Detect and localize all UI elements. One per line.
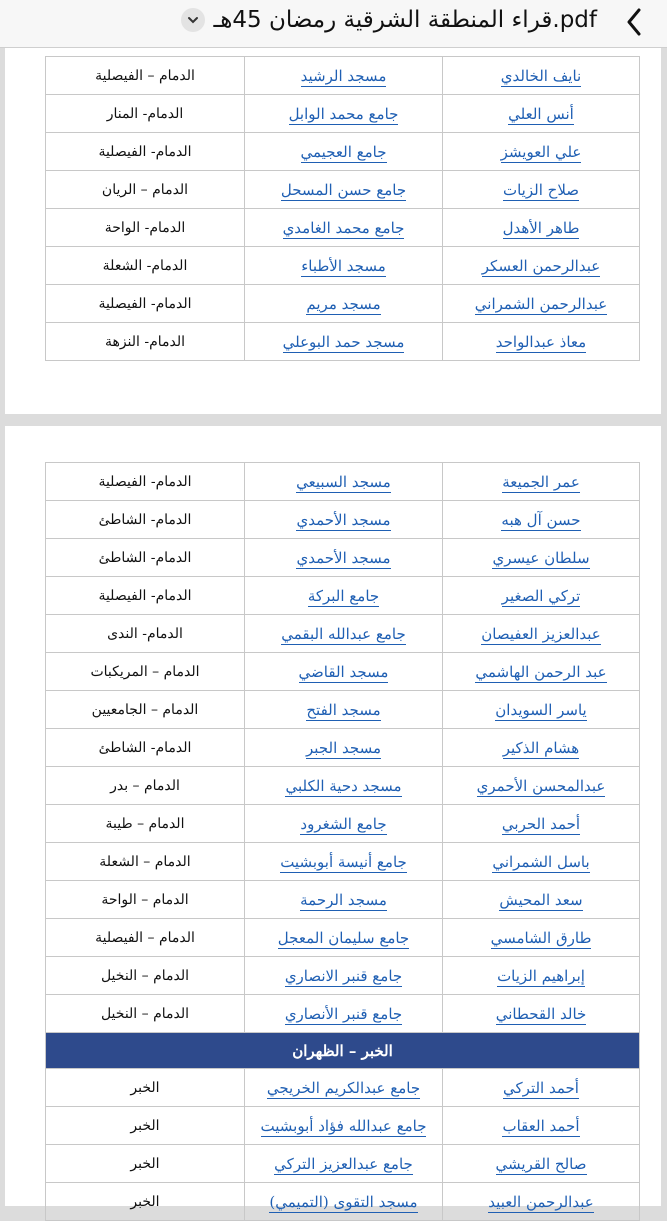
- area-name: [46, 919, 245, 957]
- table-row: [46, 919, 640, 957]
- pdf-page-2: [5, 426, 661, 1211]
- area-name-text: الدمام – بدر: [110, 777, 180, 794]
- area-name: [46, 1145, 245, 1183]
- area-name: [46, 691, 245, 729]
- table-row: [46, 1145, 640, 1183]
- reader-name: [443, 1107, 640, 1145]
- reader-name-text: عبد الرحمن الهاشمي: [475, 662, 607, 681]
- title-area[interactable]: [181, 0, 597, 40]
- reader-name: [443, 881, 640, 919]
- mosque-name-text: مسجد الرحمة: [300, 890, 387, 909]
- area-name-text: الدمام- الفيصلية: [98, 143, 192, 160]
- reader-name: [443, 323, 640, 361]
- mosque-name: [245, 881, 443, 919]
- reader-name-text: معاذ عبدالواحد: [495, 332, 587, 351]
- reader-name-text: تركي الصغير: [501, 586, 581, 605]
- mosque-name-text: جامع عبدالله فؤاد أبوبشيت: [260, 1116, 427, 1135]
- mosque-name-text: جامع عبدالكريم الخريجي: [266, 1078, 421, 1097]
- reader-name-text: أحمد الحربي: [501, 814, 581, 833]
- reader-name: [443, 919, 640, 957]
- table-row: [46, 463, 640, 501]
- area-name-text: الدمام- الشاطئ: [98, 549, 192, 566]
- area-name: [46, 1107, 245, 1145]
- table-row: [46, 539, 640, 577]
- mosque-name-text: جامع قنبر الانصاري: [284, 966, 403, 985]
- table-row: [46, 995, 640, 1033]
- mosque-name: [245, 1069, 443, 1107]
- area-name: [46, 843, 245, 881]
- reader-name: [443, 247, 640, 285]
- mosque-name: [245, 171, 443, 209]
- reader-name: [443, 995, 640, 1033]
- table-row: [46, 767, 640, 805]
- mosque-name-text: جامع العجيمي: [300, 142, 387, 161]
- mosque-name-text: جامع عبدالعزيز التركي: [274, 1154, 413, 1173]
- reader-name-text: عبدالرحمن الشمراني: [474, 294, 608, 313]
- mosque-name-text: مسجد الفتح: [306, 700, 381, 719]
- mosque-name: [245, 995, 443, 1033]
- reader-name-text: ياسر السويدان: [495, 700, 587, 719]
- reader-name: [443, 767, 640, 805]
- table-row: [46, 1069, 640, 1107]
- area-name-text: الخبر: [130, 1155, 160, 1172]
- reader-name: [443, 57, 640, 95]
- area-name-text: الدمام- الواحة: [104, 219, 186, 236]
- area-name: [46, 1069, 245, 1107]
- reader-name-text: نايف الخالدي: [500, 66, 582, 85]
- table-row: [46, 957, 640, 995]
- reader-name-text: عمر الجميعة: [502, 472, 580, 491]
- mosque-name: [245, 285, 443, 323]
- reader-name-text: عبدالرحمن العبيد: [488, 1192, 594, 1211]
- table-row: [46, 1107, 640, 1145]
- chevron-left-icon: [625, 7, 643, 41]
- mosque-name-text: جامع البركة: [307, 586, 380, 605]
- mosque-name: [245, 843, 443, 881]
- table-row: [46, 881, 640, 919]
- table-row: [46, 285, 640, 323]
- reader-name: [443, 615, 640, 653]
- table-row: [46, 1183, 640, 1221]
- mosque-name-text: مسجد الأحمدي: [296, 548, 391, 567]
- mosque-name-text: مسجد حمد البوعلي: [282, 332, 405, 351]
- area-name-text: الدمام- الشاطئ: [98, 511, 192, 528]
- mosque-name: [245, 653, 443, 691]
- mosque-name-text: جامع محمد الغامدي: [282, 218, 405, 237]
- mosque-name: [245, 539, 443, 577]
- mosque-name-text: مسجد دحية الكلبي: [285, 776, 402, 795]
- mosque-name: [245, 577, 443, 615]
- reader-name-text: إبراهيم الزيات: [497, 966, 585, 985]
- table-row: [46, 209, 640, 247]
- area-name-text: الدمام – المريكبات: [90, 663, 200, 680]
- table-row: [46, 843, 640, 881]
- table-row: [46, 323, 640, 361]
- area-name-text: الدمام- الفيصلية: [98, 587, 192, 604]
- table-row: [46, 247, 640, 285]
- pdf-page-1: [5, 48, 661, 414]
- area-name-text: الدمام – الجامعيين: [91, 701, 199, 718]
- reader-name-text: سعد المحيش: [499, 890, 583, 909]
- reader-name: [443, 209, 640, 247]
- reader-name: [443, 1183, 640, 1221]
- area-name-text: الدمام – النخيل: [100, 967, 190, 984]
- mosque-name: [245, 247, 443, 285]
- reader-name: [443, 539, 640, 577]
- area-name-text: الدمام- الفيصلية: [98, 295, 192, 312]
- area-name-text: الخبر: [130, 1117, 160, 1134]
- reader-name: [443, 729, 640, 767]
- area-name: [46, 653, 245, 691]
- area-name: [46, 729, 245, 767]
- reader-name: [443, 805, 640, 843]
- mosque-name-text: جامع محمد الوابل: [288, 104, 399, 123]
- mosque-name: [245, 133, 443, 171]
- area-name-text: الدمام- الفيصلية: [98, 473, 192, 490]
- reader-name: [443, 1069, 640, 1107]
- area-name: [46, 133, 245, 171]
- reader-name-text: خالد القحطاني: [495, 1004, 587, 1023]
- table-row: [46, 577, 640, 615]
- area-name: [46, 95, 245, 133]
- mosque-name: [245, 729, 443, 767]
- reader-name-text: صلاح الزيات: [502, 180, 580, 199]
- mosque-name-text: مسجد الأطباء: [301, 256, 386, 275]
- document-title: قراء المنطقة الشرقية رمضان 45هـ.pdf: [213, 7, 597, 33]
- reader-name-text: سلطان عيسري: [492, 548, 590, 567]
- mosque-name-text: مسجد الجبر: [306, 738, 381, 757]
- reader-name: [443, 463, 640, 501]
- area-name-text: الخبر: [130, 1079, 160, 1096]
- reader-name: [443, 501, 640, 539]
- area-name: [46, 881, 245, 919]
- readers-table-page-2: [45, 462, 640, 1221]
- table-row: [46, 653, 640, 691]
- mosque-name: [245, 919, 443, 957]
- reader-name-text: طارق الشامسي: [490, 928, 592, 947]
- mosque-name: [245, 1107, 443, 1145]
- area-name-text: الدمام- الندى: [107, 625, 183, 642]
- reader-name: [443, 171, 640, 209]
- mosque-name: [245, 209, 443, 247]
- mosque-name-text: جامع الشغرود: [300, 814, 387, 833]
- area-name: [46, 323, 245, 361]
- area-name: [46, 57, 245, 95]
- reader-name: [443, 285, 640, 323]
- reader-name-text: عبدالمحسن الأحمري: [476, 776, 606, 795]
- reader-name-text: أحمد التركي: [503, 1078, 579, 1097]
- reader-name-text: هشام الذكير: [502, 738, 580, 757]
- reader-name: [443, 843, 640, 881]
- mosque-name-text: مسجد مريم: [306, 294, 381, 313]
- reader-name-text: أنس العلي: [508, 104, 574, 123]
- reader-name-text: عبدالرحمن العسكر: [481, 256, 601, 275]
- reader-name: [443, 95, 640, 133]
- table-row: [46, 501, 640, 539]
- mosque-name: [245, 615, 443, 653]
- mosque-name-text: مسجد السبيعي: [296, 472, 391, 491]
- area-name-text: الدمام- النزهة: [104, 333, 186, 350]
- reader-name: [443, 653, 640, 691]
- area-name-text: الدمام – الفيصلية: [95, 67, 195, 84]
- mosque-name-text: مسجد الرشيد: [300, 66, 387, 85]
- mosque-name-text: مسجد القاضي: [298, 662, 389, 681]
- mosque-name-text: جامع سليمان المعجل: [277, 928, 410, 947]
- mosque-name: [245, 805, 443, 843]
- mosque-name: [245, 95, 443, 133]
- area-name-text: الدمام – الشعلة: [99, 853, 191, 870]
- reader-name-text: عبدالعزيز العفيصان: [481, 624, 601, 643]
- reader-name: [443, 577, 640, 615]
- reader-name-text: علي العويشز: [500, 142, 582, 161]
- mosque-name: [245, 767, 443, 805]
- table-row: [46, 95, 640, 133]
- mosque-name: [245, 501, 443, 539]
- reader-name-text: طاهر الأهدل: [502, 218, 580, 237]
- mosque-name-text: مسجد الأحمدي: [296, 510, 391, 529]
- area-name: [46, 247, 245, 285]
- back-button[interactable]: [619, 6, 649, 42]
- area-name: [46, 767, 245, 805]
- mosque-name: [245, 57, 443, 95]
- area-name: [46, 501, 245, 539]
- mosque-name: [245, 463, 443, 501]
- mosque-name-text: جامع حسن المسحل: [280, 180, 407, 199]
- area-name: [46, 995, 245, 1033]
- table-row: [46, 691, 640, 729]
- mosque-name: [245, 957, 443, 995]
- toolbar: [0, 0, 667, 48]
- mosque-name-text: جامع عبدالله البقمي: [281, 624, 406, 643]
- mosque-name: [245, 1183, 443, 1221]
- table-row: [46, 729, 640, 767]
- reader-name-text: حسن آل هبه: [501, 510, 581, 529]
- area-name-text: الدمام- الشعلة: [102, 257, 188, 274]
- area-name: [46, 957, 245, 995]
- area-name-text: الدمام – الواحة: [101, 891, 189, 908]
- area-name-text: الدمام – الفيصلية: [95, 929, 195, 946]
- mosque-name-text: جامع قنبر الأنصاري: [284, 1004, 403, 1023]
- table-row: [46, 805, 640, 843]
- mosque-name-text: مسجد التقوى (التميمي): [269, 1192, 418, 1211]
- area-name-text: الدمام – الريان: [101, 181, 189, 198]
- table-row: [46, 57, 640, 95]
- chevron-down-icon[interactable]: [181, 8, 205, 32]
- table-row: [46, 171, 640, 209]
- section-header: الخبر – الظهران: [46, 1033, 640, 1069]
- reader-name: [443, 691, 640, 729]
- section-header-row: [46, 1033, 640, 1069]
- area-name: [46, 615, 245, 653]
- reader-name: [443, 957, 640, 995]
- mosque-name: [245, 1145, 443, 1183]
- reader-name-text: صالح القريشي: [495, 1154, 587, 1173]
- area-name: [46, 805, 245, 843]
- readers-table-page-1: [45, 56, 640, 361]
- mosque-name: [245, 691, 443, 729]
- reader-name-text: أحمد العقاب: [502, 1116, 580, 1135]
- area-name: [46, 209, 245, 247]
- area-name-text: الدمام- المنار: [106, 105, 184, 122]
- area-name: [46, 1183, 245, 1221]
- table-row: [46, 133, 640, 171]
- reader-name: [443, 133, 640, 171]
- reader-name: [443, 1145, 640, 1183]
- mosque-name: [245, 323, 443, 361]
- area-name-text: الدمام- الشاطئ: [98, 739, 192, 756]
- area-name: [46, 285, 245, 323]
- area-name: [46, 171, 245, 209]
- table-row: [46, 615, 640, 653]
- area-name-text: الخبر: [130, 1193, 160, 1210]
- area-name: [46, 577, 245, 615]
- area-name: [46, 463, 245, 501]
- area-name: [46, 539, 245, 577]
- reader-name-text: باسل الشمراني: [492, 852, 590, 871]
- area-name-text: الدمام – طيبة: [105, 815, 185, 832]
- area-name-text: الدمام – النخيل: [100, 1005, 190, 1022]
- mosque-name-text: جامع أنيسة أبوبشيت: [280, 852, 407, 871]
